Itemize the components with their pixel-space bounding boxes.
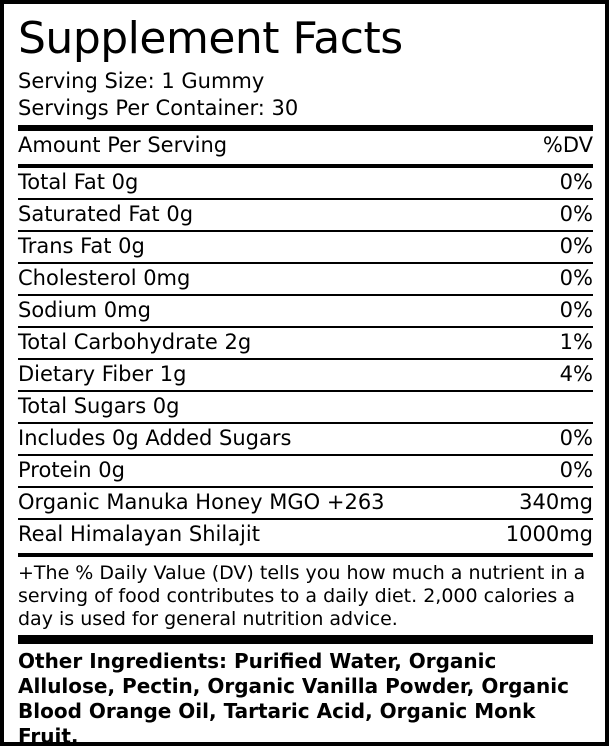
nutrient-value: 1000mg [483, 519, 593, 550]
nutrient-value [483, 391, 593, 423]
nutrient-name: Total Sugars 0g [18, 391, 483, 423]
nutrition-table [18, 129, 593, 161]
table-row [18, 327, 593, 359]
table-row [18, 168, 593, 199]
nutrient-name: Saturated Fat 0g [18, 199, 483, 231]
table-row [18, 295, 593, 327]
nutrient-name: Dietary Fiber 1g [18, 359, 483, 391]
table-row [18, 359, 593, 391]
table-header-row [18, 130, 593, 161]
nutrient-rows-body [18, 168, 593, 550]
amount-per-serving-header: Amount Per Serving [18, 130, 483, 161]
table-row [18, 519, 593, 550]
nutrient-value: 0% [483, 423, 593, 455]
nutrient-name: Total Fat 0g [18, 170, 139, 194]
nutrient-name: Real Himalayan Shilajit [18, 519, 483, 550]
serving-size-line: Serving Size: 1 Gummy [18, 69, 265, 93]
nutrient-value: 0% [483, 455, 593, 487]
servings-per-container-line: Servings Per Container: 30 [18, 96, 299, 120]
nutrient-name: Cholesterol 0mg [18, 263, 483, 295]
nutrient-value: 0% [483, 231, 593, 263]
table-row [18, 231, 593, 263]
nutrient-name: Total Carbohydrate 2g [18, 327, 483, 359]
nutrient-value: 340mg [483, 487, 593, 519]
nutrient-value: 0% [483, 263, 593, 295]
nutrition-table-body [18, 130, 593, 161]
nutrient-rows-table [18, 168, 593, 550]
nutrient-name: Includes 0g Added Sugars [18, 423, 483, 455]
table-row [18, 455, 593, 487]
nutrient-value: 0% [483, 295, 593, 327]
table-row [18, 487, 593, 519]
nutrient-name: Protein 0g [18, 455, 483, 487]
table-row [18, 263, 593, 295]
nutrient-value: 1% [483, 327, 593, 359]
daily-value-footnote: +The % Daily Value (DV) tells you how much a nutrient in a serving of food contributes to a daily diet. 2,000 calories a day is used for general nutrition advice. [18, 562, 586, 630]
nutrient-name: Organic Manuka Honey MGO +263 [18, 487, 483, 519]
divider-above-other-ingredients [18, 635, 593, 644]
nutrient-name: Sodium 0mg [18, 295, 483, 327]
nutrient-value: 4% [483, 359, 593, 391]
page-title: Supplement Facts [18, 13, 403, 64]
table-row [18, 423, 593, 455]
nutrient-value: 0% [559, 170, 593, 194]
nutrient-value: 0% [483, 199, 593, 231]
nutrient-name: Trans Fat 0g [18, 231, 483, 263]
other-ingredients-text: Other Ingredients: Purified Water, Organic Allulose, Pectin, Organic Vanilla Powder, Organic Blood Orange Oil, Tartaric Acid, Organic Monk Fruit. [18, 649, 569, 748]
table-row [18, 391, 593, 423]
table-row [18, 199, 593, 231]
daily-value-header: %DV [483, 130, 593, 161]
